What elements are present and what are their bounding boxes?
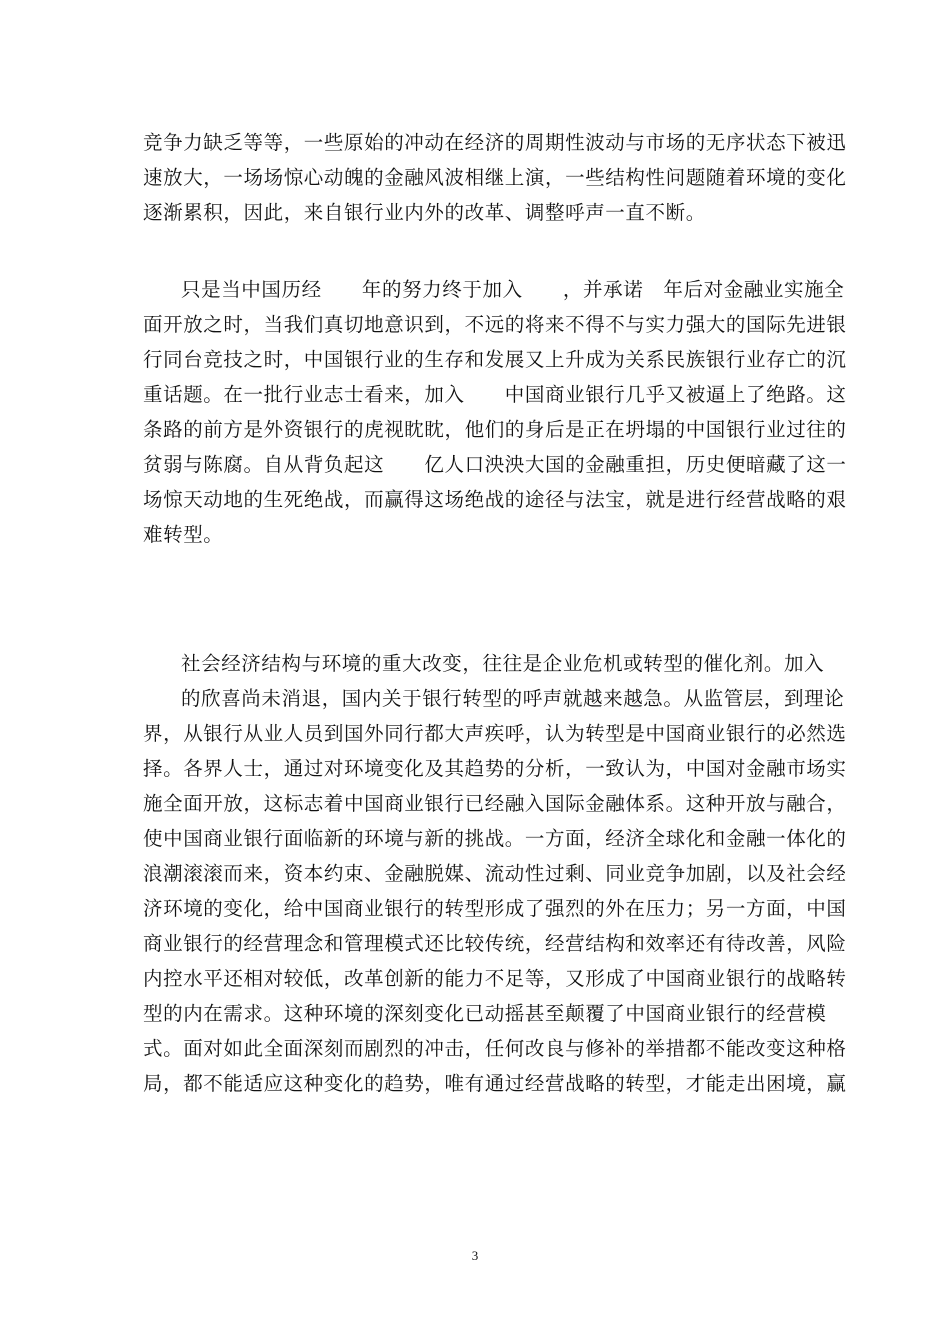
paragraph-line: 局，都不能适应这种变化的趋势，唯有通过经营战略的转型，才能走出困境，赢 — [143, 1072, 847, 1095]
paragraph-line: 逐渐累积，因此，来自银行业内外的改革、调整呼声一直不断。 — [143, 201, 706, 224]
paragraph-line: 重话题。在一批行业志士看来，加入 中国商业银行几乎又被逼上了绝路。这 — [143, 383, 847, 406]
paragraph-line: 的欣喜尚未消退，国内关于银行转型的呼声就越来越急。从监管层，到理论 — [181, 687, 845, 710]
paragraph-3 — [143, 646, 847, 1101]
paragraph-line: 速放大，一场场惊心动魄的金融风波相继上演，一些结构性问题随着环境的变化 — [143, 166, 847, 189]
paragraph-line: 只是当中国历经 年的努力终于加入 ，并承诺 年后对金融业实施全 — [181, 278, 845, 301]
paragraph-line: 社会经济结构与环境的重大改变，往往是企业危机或转型的催化剂。加入 — [181, 652, 825, 675]
paragraph-line: 界，从银行从业人员到国外同行都大声疾呼，认为转型是中国商业银行的必然选 — [143, 722, 847, 745]
paragraph-line: 择。各界人士，通过对环境变化及其趋势的分析，一致认为，中国对金融市场实 — [143, 757, 847, 780]
paragraph-1 — [143, 125, 847, 230]
paragraph-line: 施全面开放，这标志着中国商业银行已经融入国际金融体系。这种开放与融合， — [143, 792, 847, 815]
paragraph-line: 行同台竞技之时，中国银行业的生存和发展又上升成为关系民族银行业存亡的沉 — [143, 348, 847, 371]
paragraph-line: 贫弱与陈腐。自从背负起这 亿人口泱泱大国的金融重担，历史便暗藏了这一 — [143, 453, 847, 476]
paragraph-line: 条路的前方是外资银行的虎视眈眈，他们的身后是正在坍塌的中国银行业过往的 — [143, 418, 847, 441]
paragraph-line: 场惊天动地的生死绝战，而赢得这场绝战的途径与法宝，就是进行经营战略的艰 — [143, 488, 847, 511]
paragraph-line: 式。面对如此全面深刻而剧烈的冲击，任何改良与修补的举措都不能改变这种格 — [143, 1037, 847, 1060]
page-number: 3 — [471, 1248, 479, 1263]
paragraph-2 — [143, 272, 847, 552]
paragraph-line: 难转型。 — [143, 523, 224, 546]
paragraph-line: 商业银行的经营理念和管理模式还比较传统，经营结构和效率还有待改善，风险 — [143, 932, 847, 955]
paragraph-line: 使中国商业银行面临新的环境与新的挑战。一方面，经济全球化和金融一体化的 — [143, 827, 847, 850]
paragraph-line: 内控水平还相对较低，改革创新的能力不足等，又形成了中国商业银行的战略转 — [143, 967, 847, 990]
paragraph-line: 型的内在需求。这种环境的深刻变化已动摇甚至颠覆了中国商业银行的经营模 — [143, 1002, 827, 1025]
paragraph-line: 济环境的变化，给中国商业银行的转型形成了强烈的外在压力；另一方面，中国 — [143, 897, 847, 920]
paragraph-line: 浪潮滚滚而来，资本约束、金融脱媒、流动性过剩、同业竞争加剧，以及社会经 — [143, 862, 847, 885]
paragraph-line: 竞争力缺乏等等，一些原始的冲动在经济的周期性波动与市场的无序状态下被迅 — [143, 131, 847, 154]
paragraph-line: 面开放之时，当我们真切地意识到，不远的将来不得不与实力强大的国际先进银 — [143, 313, 847, 336]
